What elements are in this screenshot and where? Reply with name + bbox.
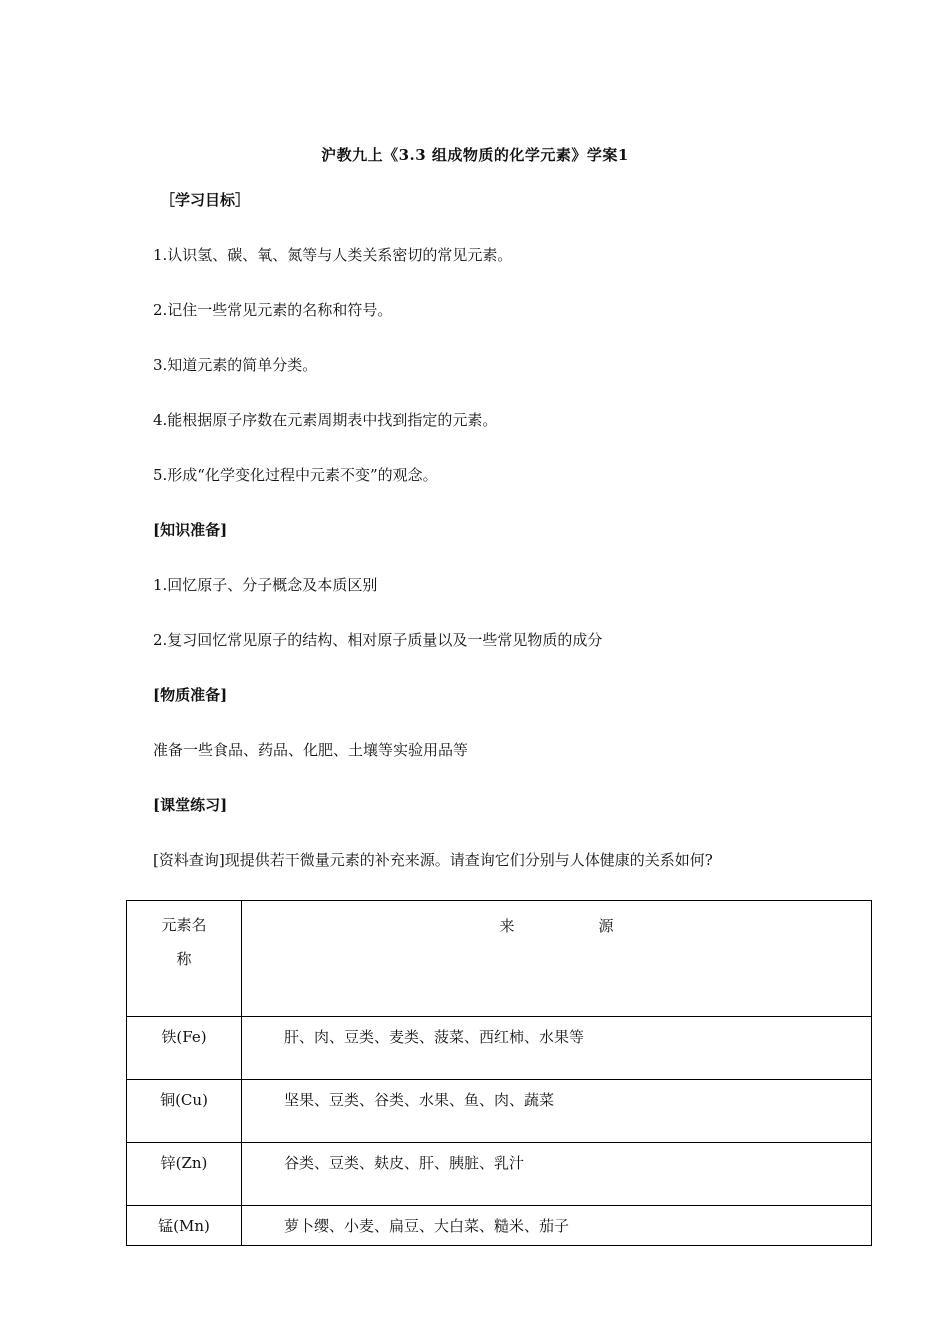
header-source-cell [242, 901, 872, 1017]
section-heading-learning-goals: ［学习目标］ [160, 191, 251, 209]
goal-item: 4.能根据原子序数在元素周期表中找到指定的元素。 [153, 411, 498, 429]
element-name-cell: 铁(Fe) [127, 1017, 242, 1080]
element-source-cell: 谷类、豆类、麸皮、肝、胰脏、乳汁 [242, 1143, 872, 1206]
element-source-cell: 肝、肉、豆类、麦类、菠菜、西红柿、水果等 [242, 1017, 872, 1080]
header-element-name-line1: 元素名 [161, 916, 207, 934]
goal-item: 2.记住一些常见元素的名称和符号。 [153, 301, 393, 319]
knowledge-item: 1.回忆原子、分子概念及本质区别 [153, 576, 378, 594]
document-title: 沪教九上《3.3 组成物质的化学元素》学案1 [321, 146, 629, 164]
header-source-char2: 源 [598, 917, 614, 935]
element-name-cell: 锰(Mn) [127, 1206, 242, 1246]
table-row [127, 1080, 872, 1143]
element-name-cell: 铜(Cu) [127, 1080, 242, 1143]
element-source-table [126, 900, 872, 1246]
goal-item: 3.知道元素的简单分类。 [153, 356, 318, 374]
table-row [127, 1017, 872, 1080]
table-row [127, 1143, 872, 1206]
goal-item: 5.形成“化学变化过程中元素不变”的观念。 [153, 466, 438, 484]
practice-item: [资料查询]现提供若干微量元素的补充来源。请查询它们分别与人体健康的关系如何? [153, 851, 713, 869]
element-source-cell: 坚果、豆类、谷类、水果、鱼、肉、蔬菜 [242, 1080, 872, 1143]
section-heading-knowledge-prep: [知识准备] [153, 521, 228, 539]
element-name-cell: 锌(Zn) [127, 1143, 242, 1206]
section-heading-material-prep: [物质准备] [153, 686, 228, 704]
material-item: 准备一些食品、药品、化肥、土壤等实验用品等 [153, 741, 469, 759]
element-source-cell: 萝卜缨、小麦、扁豆、大白菜、糙米、茄子 [242, 1206, 872, 1246]
section-heading-class-practice: [课堂练习] [153, 796, 228, 814]
header-element-name-cell [127, 901, 242, 1017]
header-source-char1: 来 [499, 917, 515, 935]
goal-item: 1.认识氢、碳、氧、氮等与人类关系密切的常见元素。 [153, 246, 513, 264]
table-header-row [127, 901, 872, 1017]
header-element-name-line2: 称 [176, 950, 192, 968]
knowledge-item: 2.复习回忆常见原子的结构、相对原子质量以及一些常见物质的成分 [153, 631, 603, 649]
table-row [127, 1206, 872, 1246]
